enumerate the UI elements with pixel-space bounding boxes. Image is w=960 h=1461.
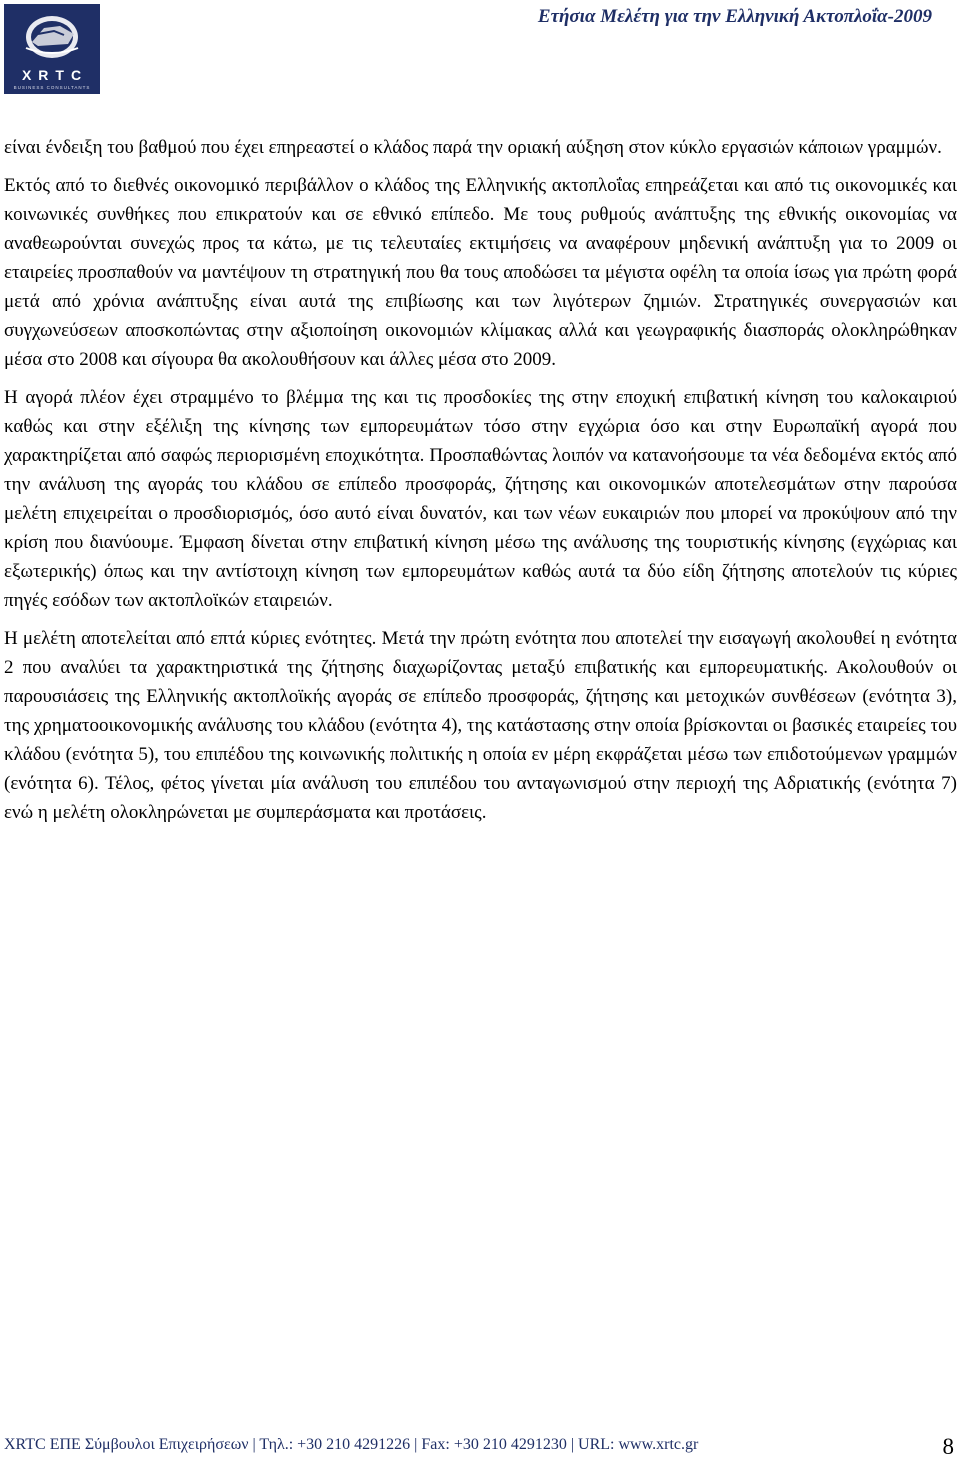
logo-subtitle: BUSINESS CONSULTANTS [13, 85, 91, 90]
paragraph: Εκτός από το διεθνές οικονομικό περιβάλλον ο κλάδος της Ελληνικής ακτοπλοΐας επηρεάζεται και από τις οικονομικές και κοινωνικές συνθήκες που επικρατούν και σε εθνικό επίπεδο. Με τους ρυθμούς ανάπτυξης της εθνικής οικονομίας να αναθεωρούνται συνεχώς προς τα κάτω, με τις τελευταίες εκτιμήσεις να αναφέρουν μηδενική ανάπτυξη για το 2009 οι εταιρείες προσπαθούν να μαντέψουν τη στρατηγική που θα τους αποδώσει τα μέγιστα οφέλη τα οποία ίσως για πρώτη φορά μετά από χρόνια ανάπτυξης είναι αυτά της επιβίωσης και των λιγότερων ζημιών. Στρατηγικές συνεργασιών και συγχωνεύσεων αποσκοπώντας στην αξιοποίηση οικονομιών κλίμακας αλλά και γεωγραφικής διασποράς ολοκληρώθηκαν μέσα στο 2008 και σίγουρα θα ακολουθήσουν και άλλες μέσα στο 2009. [4, 175, 957, 370]
document-body [4, 133, 957, 827]
footer-contact: XRTC ΕΠΕ Σύμβουλοι Επιχειρήσεων | Τηλ.: +30 210 4291226 | Fax: +30 210 4291230 | URL: www.xrtc.gr [4, 1436, 699, 1453]
document-header-title: Ετήσια Μελέτη για την Ελληνική Ακτοπλοΐα-2009 [537, 6, 932, 27]
paragraph: Η μελέτη αποτελείται από επτά κύριες ενότητες. Μετά την πρώτη ενότητα που αποτελεί την εισαγωγή ακολουθεί η ενότητα 2 που αναλύει τα χαρακτηριστικά της ζήτησης διαχωρίζοντας μεταξύ επιβατικής και εμπορευματικής. Ακολουθούν οι παρουσιάσεις της Ελληνικής ακτοπλοϊκής αγοράς σε επίπεδο προσφοράς, ζήτησης και μετοχικών συνθέσεων (ενότητα 3), της χρηματοοικονομικής ανάλυσης του κλάδου (ενότητα 4), της κατάστασης στην οποία βρίσκονται οι βασικές εταιρείες του κλάδου (ενότητα 5), του επιπέδου της κοινωνικής πολιτικής η οποία εν μέρη εκφράζεται μέσω των επιδοτούμενων γραμμών (ενότητα 6). Τέλος, φέτος γίνεται μία ανάλυση του επιπέδου του ανταγωνισμού στην περιοχή της Αδριατικής (ενότητα 7) ενώ η μελέτη ολοκληρώνεται με συμπεράσματα και προτάσεις. [4, 628, 957, 823]
logo-text: XRTC [21, 67, 89, 83]
page-number: 8 [942, 1434, 954, 1459]
paragraph: Η αγορά πλέον έχει στραμμένο το βλέμμα της και τις προσδοκίες της στην εποχική επιβατική κίνηση του καλοκαιριού καθώς και στην εξέλιξη της κίνησης των εμπορευμάτων τόσο στην εγχώρια όσο και στην Ευρωπαϊκή αγορά που χαρακτηρίζεται από σαφώς περιορισμένη εποχικότητα. Προσπαθώντας λοιπόν να κατανοήσουμε τα νέα δεδομένα εκτός από την ανάλυση της αγοράς του κλάδου σε επίπεδο προσφοράς, ζήτησης και οικονομικών αποτελεσμάτων στην παρούσα μελέτη επιχειρείται ο προσδιορισμός, όσο αυτό είναι δυνατόν, και των νέων ευκαιριών που μπορεί να προκύψουν από την κρίση που διανύουμε. Έμφαση δίνεται στην επιβατική κίνηση μέσω της ανάλυσης της τουριστικής κίνησης (εγχώριας και εξωτερικής) όπως και την αντίστοιχη κίνηση των εμπορευμάτων καθώς αυτά τα δύο είδη ζήτησης αποτελούν τις κύριες πηγές εσόδων των ακτοπλοϊκών εταιρειών. [4, 387, 957, 611]
company-logo [4, 4, 100, 94]
paragraph: είναι ένδειξη του βαθμού που έχει επηρεαστεί ο κλάδος παρά την οριακή αύξηση στον κύκλο εργασιών κάποιων γραμμών. [4, 137, 942, 158]
